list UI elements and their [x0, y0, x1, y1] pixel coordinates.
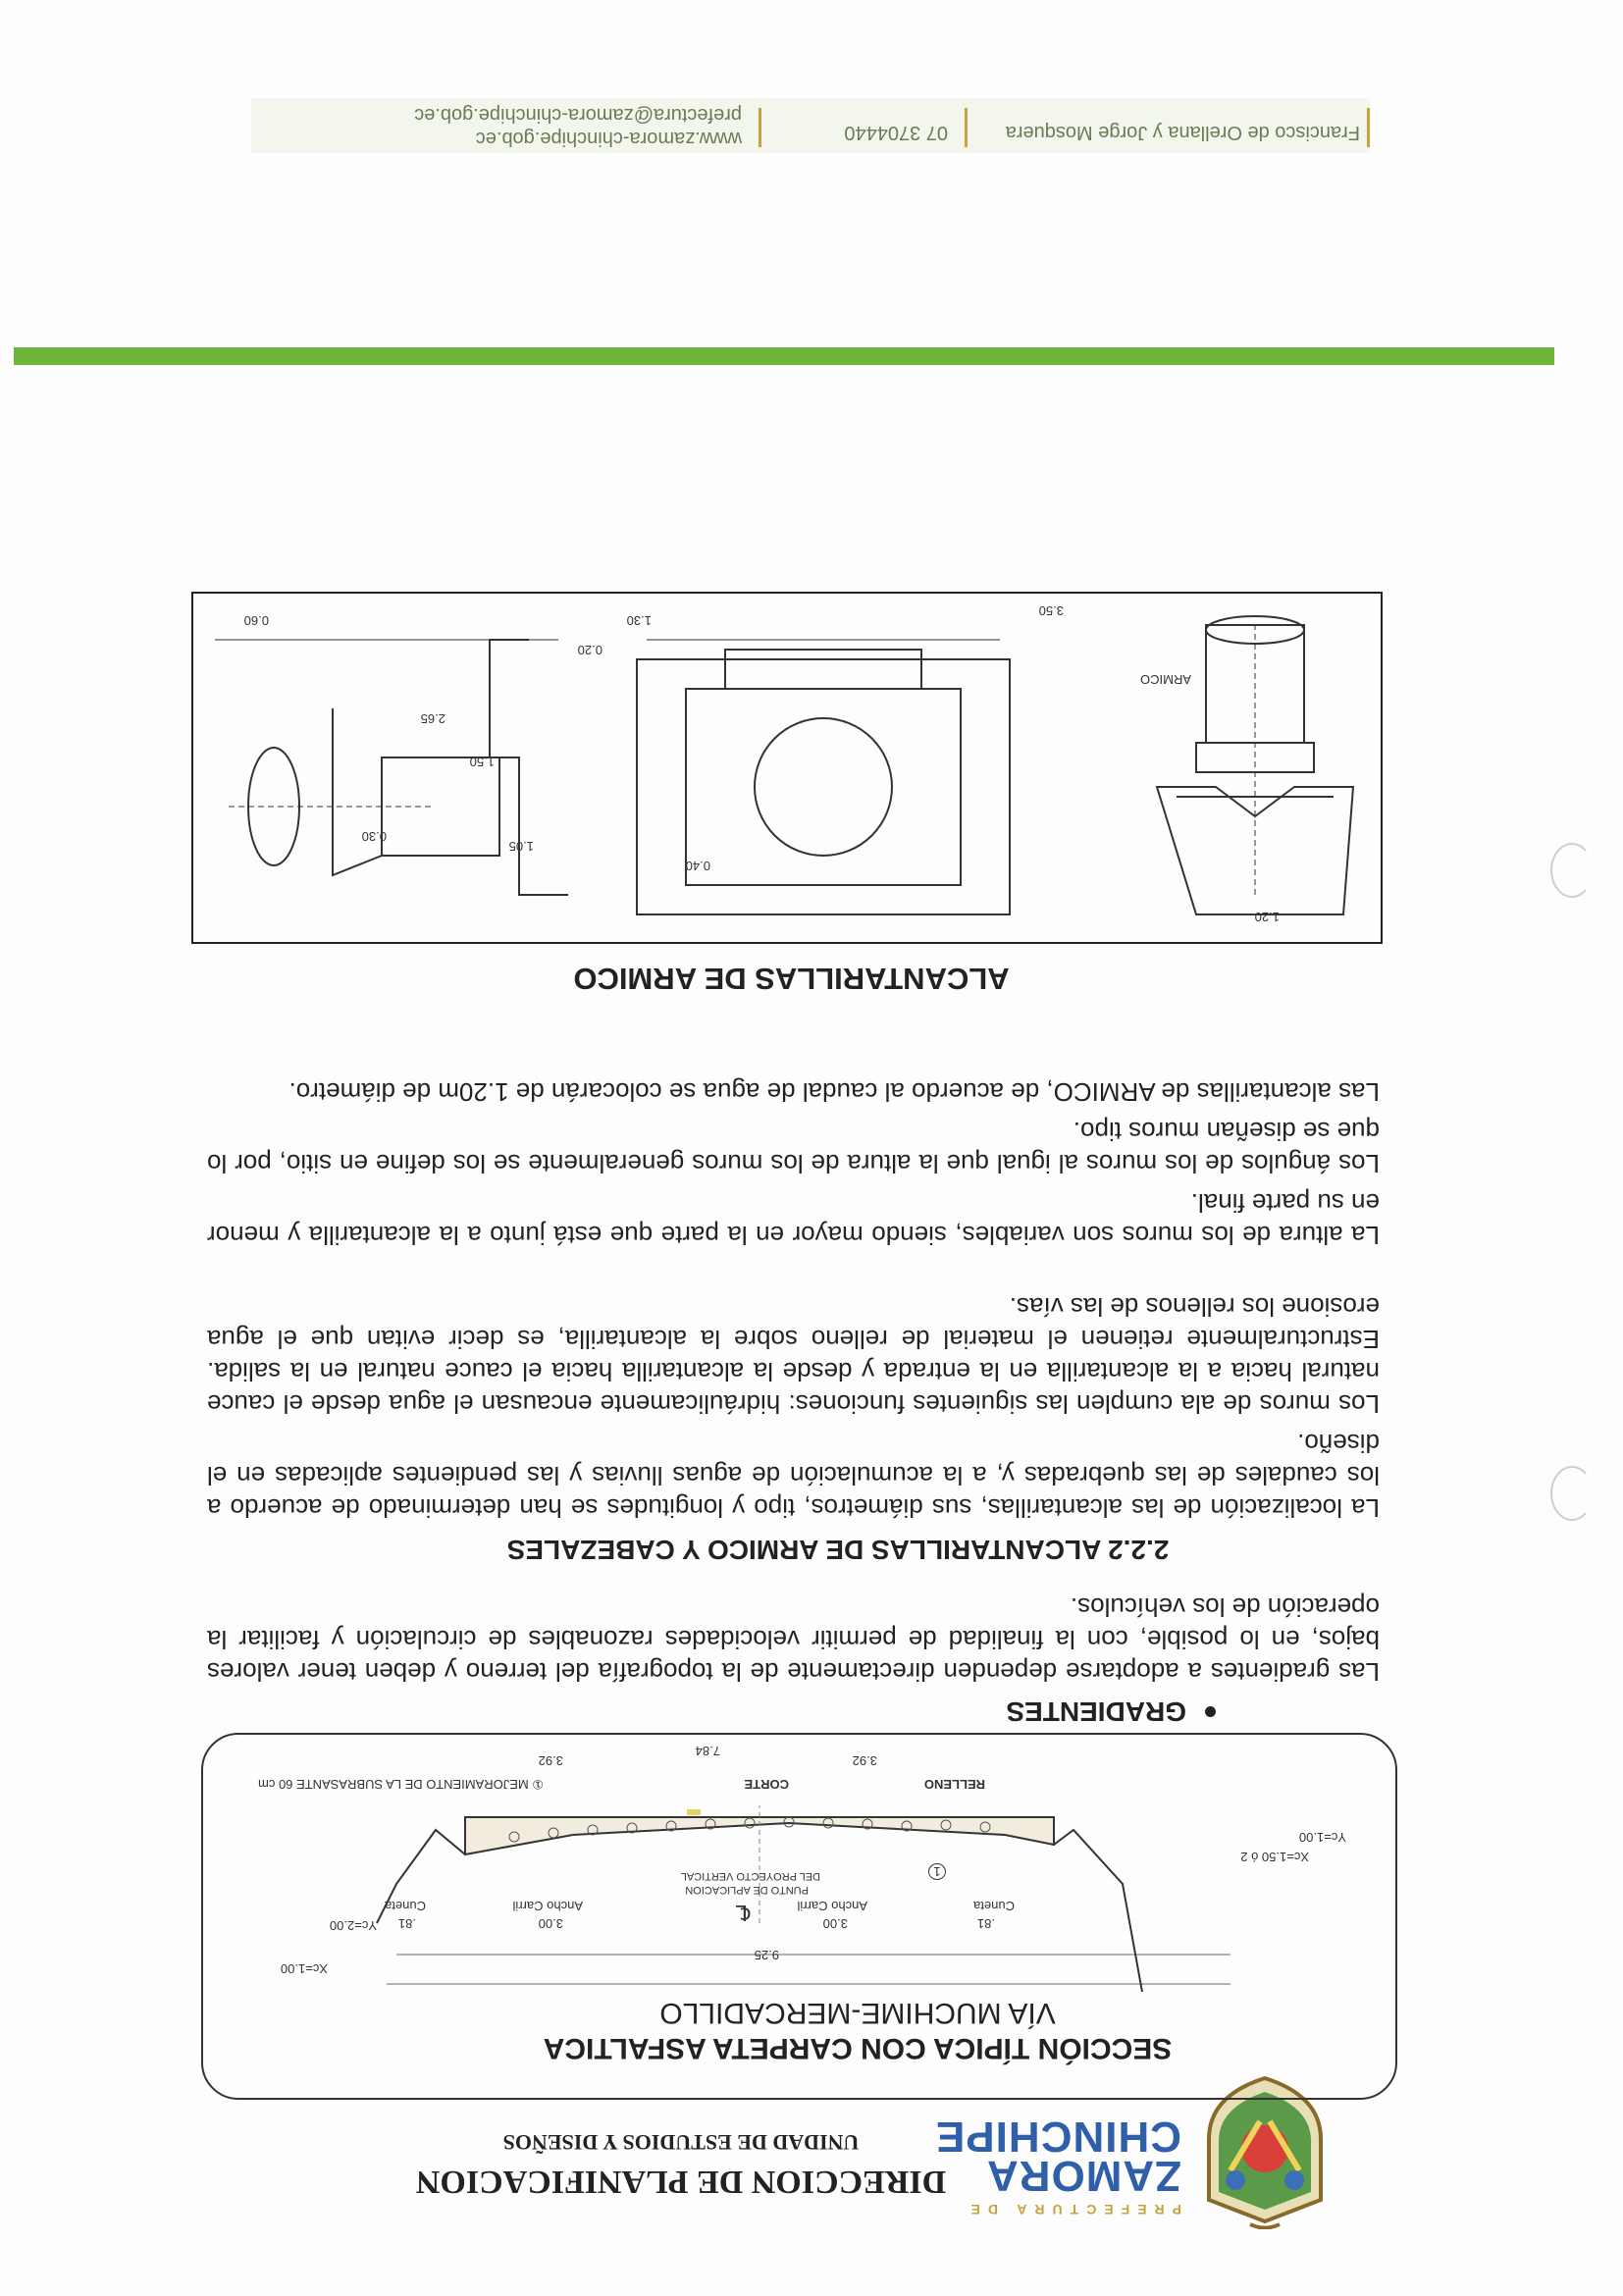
dim-d7: 1.05: [508, 839, 534, 854]
point-label-1: PUNTO DE APLICACION: [685, 1884, 809, 1896]
subgrade-note: ① MEJORAMIENTO DE LA SUBRASANTE 60 cm: [258, 1777, 544, 1792]
label-carril-right: Ancho Carril: [797, 1899, 867, 1913]
dim-d3: 1.30: [626, 613, 652, 628]
dim-yc-left: Yc=2.00: [329, 1918, 377, 1933]
gradientes-heading-text: GRADIENTES: [1006, 1696, 1186, 1727]
paragraph-localizacion: La localización de las alcantarillas, sus diámetros, tipo y longitudes se han determinado de acuerdo a los caudales de las quebradas y, a la acumulación de aguas lluvias y las pendientes aplicadas en el diseño.: [207, 1429, 1380, 1523]
culvert-front-view: [637, 640, 1010, 914]
logo-name-line2: CHINCHIPE: [934, 2113, 1181, 2161]
header-title: DIRECCION DE PLANIFICACION: [415, 2164, 947, 2200]
logo-name-line1: ZAMORA: [985, 2152, 1181, 2200]
gradientes-paragraph: Las gradientes a adoptarse dependen directamente de la topografía del terreno y deben tener valores bajos, en lo posible, con la finalidad de permitir velocidades razonables de circulación y facilitar la operación de los vehículos.: [207, 1592, 1380, 1687]
dim-xc-left: Xc=1.00: [280, 1961, 328, 1976]
paragraph-angulos: Los ángulos de los muros al igual que la altura de los muros generalmente se los define en sitio, por lo que se diseñan muros tipo.: [207, 1117, 1380, 1178]
typical-section-title: SECCIÓN TÍPICA CON CARPETA ASFALTICA: [543, 2032, 1173, 2064]
label-cuneta-left: Cuneta: [385, 1899, 426, 1913]
paragraph-alcantarillas: Las alcantarillas de ARMICO, de acuerdo al caudal de agua se colocarán de 1.20m de diámetro.: [288, 1077, 1380, 1107]
footer-email: prefectura@zamora-chinchipe.gob.ec: [414, 104, 742, 126]
punch-hole-top: [1550, 1466, 1594, 1521]
alcantarillas-heading: ALCANTARILLAS DE ARMICO: [573, 962, 1010, 996]
culvert-side-view: [215, 640, 568, 895]
dim-d2: 3.50: [1038, 603, 1064, 618]
dim-xc-right: Xc=1.50 ó 2: [1240, 1850, 1309, 1864]
dim-yc-right: Yc=1.00: [1298, 1830, 1346, 1845]
dim-d6: 0.40: [685, 859, 710, 873]
top-green-bar: [14, 347, 1554, 365]
typical-section-subtitle: VÍA MUCHIME-MERCADILLO: [659, 1997, 1056, 2029]
dim-d9: 2.65: [420, 711, 445, 726]
paragraph-altura: La altura de los muros son variables, siendo mayor en la parte que está junto a la alcantarilla y menor en su parte final.: [207, 1188, 1380, 1250]
label-carril-left: Ancho Carril: [512, 1899, 583, 1913]
label-cuneta-right: Cuneta: [973, 1899, 1015, 1913]
dim-carril-right: 3.00: [822, 1916, 848, 1931]
dim-d8: 0.30: [361, 829, 387, 844]
footer-web: www.zamora-chinchipe.gob.ec: [475, 128, 742, 149]
footer-address: Francisco de Orellana y Jorge Mosquera: [1005, 122, 1360, 143]
dim-total-width: 9.25: [754, 1948, 779, 1962]
dim-d10: 0.60: [243, 613, 269, 628]
punch-hole-bottom: [1550, 843, 1594, 898]
dim-cuneta-right: .81: [976, 1916, 995, 1931]
culvert-drawing: [205, 605, 1373, 934]
label-relleno: RELLENO: [923, 1777, 985, 1792]
dim-cuneta-left: .81: [397, 1916, 416, 1931]
dim-half-left: 3.92: [538, 1753, 563, 1768]
gradientes-heading: [1006, 1696, 1186, 1727]
centerline-symbol: ℄: [735, 1901, 750, 1925]
dim-mid: 7.84: [695, 1744, 720, 1758]
dim-half-right: 3.92: [852, 1753, 877, 1768]
callout-marker: 1: [928, 1863, 946, 1880]
logo-prefix: PREFECTURA DE: [963, 2202, 1181, 2218]
dim-carril-left: 3.00: [538, 1916, 563, 1931]
dim-d5: 1.50: [469, 755, 495, 769]
dim-d1: 1.20: [1254, 910, 1280, 924]
label-armico: ARMICO: [1140, 672, 1191, 687]
culvert-plan-view: [1157, 616, 1353, 914]
paragraph-muros: Los muros de ala cumplen las siguientes funciones: hidráulicamente encausan el agua desde el cauce natural hacia a la alcantarilla en la entrada y desde la alcantarilla hacia el cauce natural en la salida. Estructuralmente retienen el material de relleno sobre la alcantarilla, es decir evitan que el agua erosione los rellenos de las vías.: [207, 1292, 1380, 1419]
dim-d4: 0.20: [577, 643, 602, 657]
section-222-heading: 2.2.2 ALCANTARILLAS DE ARMICO Y CABEZALES: [506, 1535, 1170, 1565]
bullet-icon: [1205, 1706, 1216, 1717]
label-corte: CORTE: [744, 1777, 789, 1792]
header-subtitle: UNIDAD DE ESTUDIOS Y DISEÑOS: [502, 2130, 860, 2155]
footer-contact-bar: [251, 98, 1370, 153]
footer-phone: 07 3704440: [844, 122, 948, 143]
point-label-2: DEL PROYECTO VERTICAL: [680, 1870, 820, 1882]
